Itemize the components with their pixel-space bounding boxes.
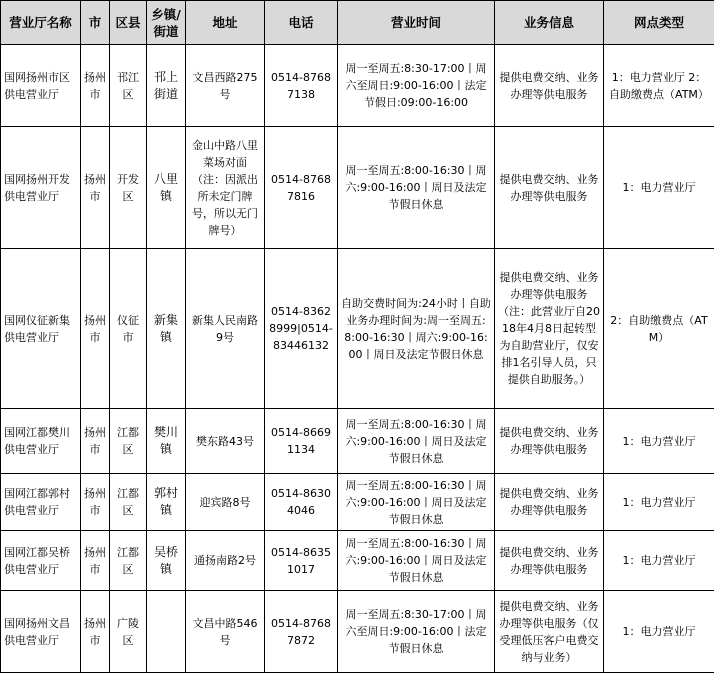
header-row bbox=[1, 1, 714, 45]
type-cell: 2：自助缴费点（ATM） bbox=[604, 249, 714, 409]
phone-cell: 0514-87687816 bbox=[265, 127, 338, 249]
header-district: 区县 bbox=[110, 1, 147, 45]
address-cell: 通扬南路2号 bbox=[186, 531, 265, 591]
header-hours: 营业时间 bbox=[338, 1, 495, 45]
header-hall: 营业厅名称 bbox=[1, 1, 81, 45]
city-cell: 扬州市 bbox=[81, 531, 110, 591]
city-cell: 扬州市 bbox=[81, 409, 110, 474]
hours-cell: 周一至周五:8:00-16:30丨周六:9:00-16:00丨周日及法定节假日休息 bbox=[338, 531, 495, 591]
phone-cell: 0514-87687138 bbox=[265, 45, 338, 127]
header-city: 市 bbox=[81, 1, 110, 45]
hours-cell: 周一至周五:8:00-16:30丨周六:9:00-16:00丨周日及法定节假日休息 bbox=[338, 127, 495, 249]
table-row bbox=[1, 249, 714, 409]
town-cell: 吴桥镇 bbox=[147, 531, 186, 591]
hours-cell: 周一至周五:8:00-16:30丨周六:9:00-16:00丨周日及法定节假日休息 bbox=[338, 474, 495, 531]
business-cell: 提供电费交纳、业务办理等供电服务 bbox=[495, 127, 604, 249]
address-cell: 文昌西路275号 bbox=[186, 45, 265, 127]
city-cell: 扬州市 bbox=[81, 249, 110, 409]
header-business: 业务信息 bbox=[495, 1, 604, 45]
district-cell: 江都区 bbox=[110, 409, 147, 474]
hall-name-cell: 国网江都郭村供电营业厅 bbox=[1, 474, 81, 531]
town-cell: 樊川镇 bbox=[147, 409, 186, 474]
town-cell: 邗上街道 bbox=[147, 45, 186, 127]
district-cell: 江都区 bbox=[110, 474, 147, 531]
phone-cell: 0514-87687872 bbox=[265, 591, 338, 673]
phone-cell: 0514-86691134 bbox=[265, 409, 338, 474]
district-cell: 广陵区 bbox=[110, 591, 147, 673]
address-cell: 新集人民南路9号 bbox=[186, 249, 265, 409]
hall-name-cell: 国网江都樊川供电营业厅 bbox=[1, 409, 81, 474]
town-cell: 郭村镇 bbox=[147, 474, 186, 531]
hours-cell: 周一至周五:8:30-17:00丨周六至周日:9:00-16:00丨法定节假日休息 bbox=[338, 591, 495, 673]
table-row bbox=[1, 409, 714, 474]
address-cell: 金山中路八里菜场对面（注：因派出所未定门牌号，所以无门牌号） bbox=[186, 127, 265, 249]
district-cell: 仪征市 bbox=[110, 249, 147, 409]
district-cell: 江都区 bbox=[110, 531, 147, 591]
address-cell: 文昌中路546号 bbox=[186, 591, 265, 673]
business-cell: 提供电费交纳、业务办理等供电服务（仅受理低压客户电费交纳与业务） bbox=[495, 591, 604, 673]
type-cell: 1：电力营业厅 bbox=[604, 531, 714, 591]
city-cell: 扬州市 bbox=[81, 474, 110, 531]
town-cell bbox=[147, 591, 186, 673]
business-cell: 提供电费交纳、业务办理等供电服务 bbox=[495, 531, 604, 591]
phone-cell: 0514-86351017 bbox=[265, 531, 338, 591]
type-cell: 1：电力营业厅 bbox=[604, 591, 714, 673]
hall-name-cell: 国网江都吴桥供电营业厅 bbox=[1, 531, 81, 591]
city-cell: 扬州市 bbox=[81, 45, 110, 127]
phone-cell: 0514-86304046 bbox=[265, 474, 338, 531]
district-cell: 邗江区 bbox=[110, 45, 147, 127]
phone-cell: 0514-83628999|0514-83446132 bbox=[265, 249, 338, 409]
header-type: 网点类型 bbox=[604, 1, 714, 45]
hours-cell: 周一至周五:8:30-17:00丨周六至周日:9:00-16:00丨法定节假日:09:00-16:00 bbox=[338, 45, 495, 127]
hall-name-cell: 国网扬州文昌供电营业厅 bbox=[1, 591, 81, 673]
type-cell: 1：电力营业厅 bbox=[604, 409, 714, 474]
town-cell: 八里镇 bbox=[147, 127, 186, 249]
hall-name-cell: 国网仪征新集供电营业厅 bbox=[1, 249, 81, 409]
city-cell: 扬州市 bbox=[81, 591, 110, 673]
business-cell: 提供电费交纳、业务办理等供电服务 bbox=[495, 409, 604, 474]
business-cell: 提供电费交纳、业务办理等供电服务（注：此营业厅自2018年4月8日起转型为自助营业厅，仅安排1名引导人员，只提供自助服务。） bbox=[495, 249, 604, 409]
hall-name-cell: 国网扬州开发供电营业厅 bbox=[1, 127, 81, 249]
business-cell: 提供电费交纳、业务办理等供电服务 bbox=[495, 474, 604, 531]
business-cell: 提供电费交纳、业务办理等供电服务 bbox=[495, 45, 604, 127]
district-cell: 开发区 bbox=[110, 127, 147, 249]
header-town: 乡镇/街道 bbox=[147, 1, 186, 45]
type-cell: 1：电力营业厅 bbox=[604, 474, 714, 531]
table-row bbox=[1, 591, 714, 673]
table-row bbox=[1, 531, 714, 591]
type-cell: 1：电力营业厅 2：自助缴费点（ATM） bbox=[604, 45, 714, 127]
header-address: 地址 bbox=[186, 1, 265, 45]
table-row bbox=[1, 45, 714, 127]
address-cell: 樊东路43号 bbox=[186, 409, 265, 474]
city-cell: 扬州市 bbox=[81, 127, 110, 249]
header-phone: 电话 bbox=[265, 1, 338, 45]
hall-name-cell: 国网扬州市区供电营业厅 bbox=[1, 45, 81, 127]
type-cell: 1：电力营业厅 bbox=[604, 127, 714, 249]
hours-cell: 自助交费时间为:24小时丨自助业务办理时间为:周一至周五:8:00-16:30丨周六:9:00-16:00丨周日及法定节假日休息 bbox=[338, 249, 495, 409]
hours-cell: 周一至周五:8:00-16:30丨周六:9:00-16:00丨周日及法定节假日休息 bbox=[338, 409, 495, 474]
address-cell: 迎宾路8号 bbox=[186, 474, 265, 531]
town-cell: 新集镇 bbox=[147, 249, 186, 409]
table-row bbox=[1, 127, 714, 249]
table-row bbox=[1, 474, 714, 531]
